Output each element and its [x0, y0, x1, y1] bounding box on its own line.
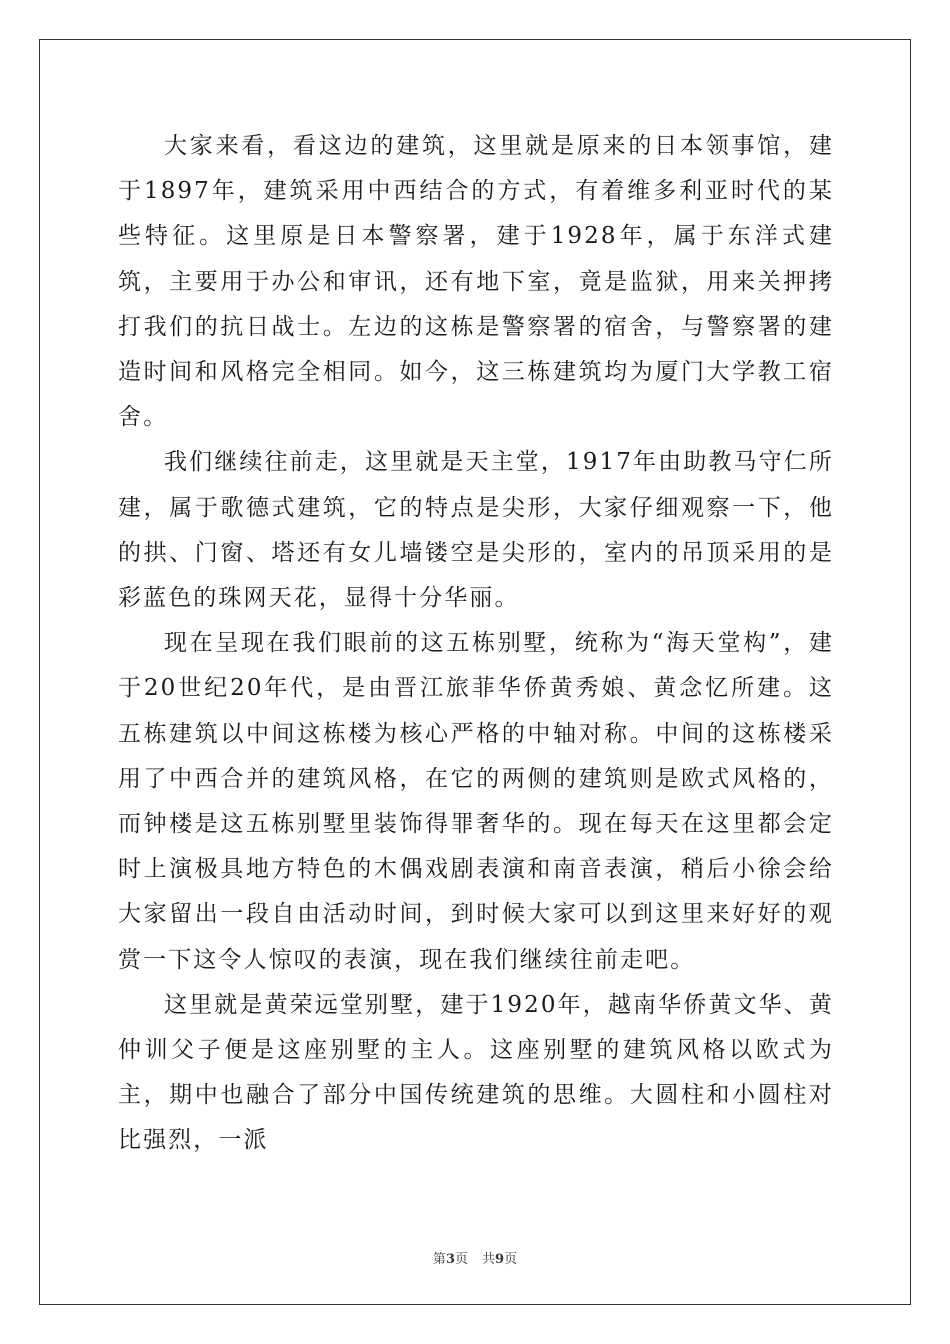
page-suffix: 页 — [454, 1252, 468, 1267]
paragraph-cathedral: 我们继续往前走，这里就是天主堂，1917年由助教马守仁所建，属于歌德式建筑，它的特点是尖形，大家仔细观察一下，他的拱、门窗、塔还有女儿墙镂空是尖形的，室内的吊顶采用的是彩蓝色的珠网天花，显得十分华丽。 — [118, 449, 834, 612]
page-total: 9 — [495, 1252, 505, 1267]
total-suffix: 页 — [504, 1252, 518, 1267]
total-prefix: 共 — [482, 1252, 496, 1267]
paragraph-villas: 现在呈现在我们眼前的这五栋别墅，统称为“海天堂构”，建于20世纪20年代，是由晋江旅菲华侨黄秀娘、黄念忆所建。这五栋建筑以中间这栋楼为核心严格的中轴对称。中间的这栋楼采用了中西合并的建筑风格，在它的两侧的建筑则是欧式风格的，而钟楼是这五栋别墅里装饰得罪奢华的。现在每天在这里都会定时上演极具地方特色的木偶戏剧表演和南音表演，稍后小徐会给大家留出一段自由活动时间，到时候大家可以到这里来好好的观赏一下这令人惊叹的表演，现在我们继续往前走吧。 — [118, 630, 834, 973]
paragraph-consulate: 大家来看，看这边的建筑，这里就是原来的日本领事馆，建于1897年，建筑采用中西结合的方式，有着维多利亚时代的某些特征。这里原是日本警察署，建于1928年，属于东洋式建筑，主要用于办公和审讯，还有地下室，竟是监狱，用来关押拷打我们的抗日战士。左边的这栋是警察署的宿舍，与警察署的建造时间和风格完全相同。如今，这三栋建筑均为厦门大学教工宿舍。 — [118, 133, 834, 431]
page-prefix: 第 — [432, 1252, 446, 1267]
document-body — [118, 124, 834, 1164]
page-current: 3 — [445, 1252, 455, 1267]
paragraph-huang-villa: 这里就是黄荣远堂别墅，建于1920年，越南华侨黄文华、黄仲训父子便是这座别墅的主人。这座别墅的建筑风格以欧式为主，期中也融合了部分中国传统建筑的思维。大圆柱和小圆柱对比强烈，一派 — [118, 991, 834, 1154]
page-footer — [0, 1248, 950, 1267]
